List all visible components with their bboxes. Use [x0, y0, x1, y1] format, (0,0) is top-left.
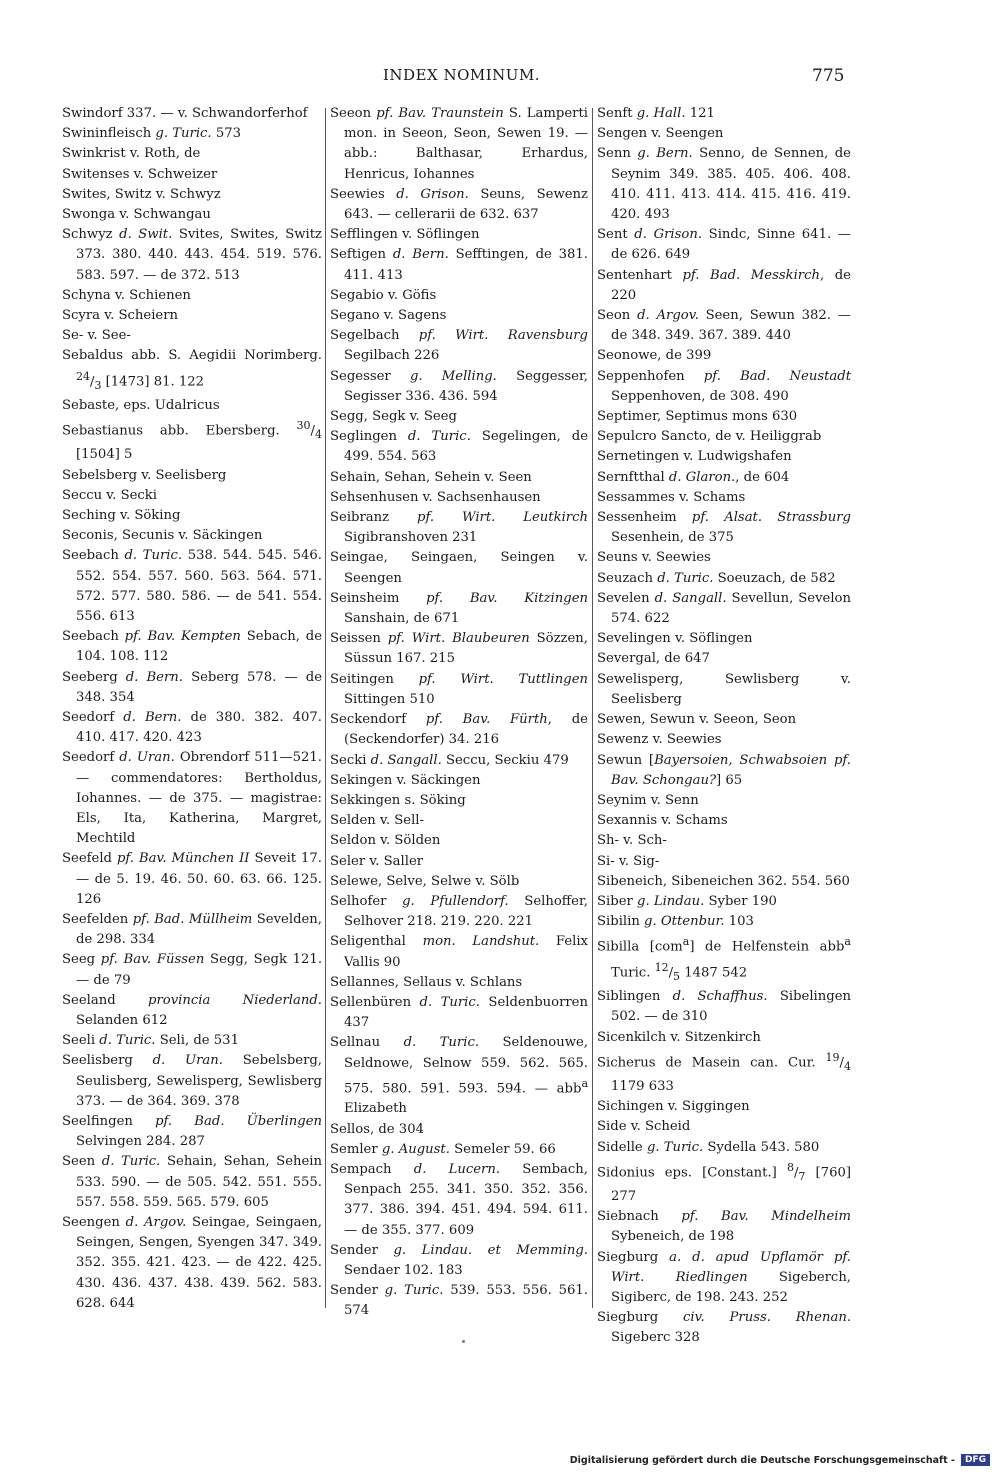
footer-text: Digitalisierung gefördert durch die Deutsche Forschungsgemeinschaft - [569, 1454, 955, 1466]
index-entry: Seppenhofen pf. Bad. Neustadt Seppenhoven, de 308. 490 [597, 368, 851, 404]
index-entry: Sehsenhusen v. Sachsenhausen [330, 489, 541, 505]
index-entry: Seingae, Seingaen, Seingen v. Seengen [330, 550, 588, 586]
index-entry: Scyra v. Scheiern [62, 308, 179, 324]
index-entry: Siegburg civ. Pruss. Rhenan. Sigeberc 328 [597, 1310, 852, 1346]
index-entry: Siegburg a. d. apud Upflamör pf. Wirt. Riedlingen Sigeberch, Sigiberc, de 198. 243. 252 [597, 1249, 851, 1306]
index-entry: Sebaste, eps. Udalricus [62, 397, 220, 413]
running-title: INDEX NOMINUM. [383, 66, 541, 84]
index-entry: Sicherus de Masein can. Cur. $^{19}/_4$ 1179 633 [597, 1050, 851, 1094]
index-entry: Seconis, Secunis v. Säckingen [62, 528, 263, 544]
index-entry: Schwyz d. Swit. Svites, Swites, Switz 373. 380. 440. 443. 454. 519. 576. 583. 597. — de 372. 513 [62, 227, 323, 283]
index-entry: Sengen v. Seengen [597, 126, 724, 142]
index-entry: Semler g. August. Semeler 59. 66 [330, 1141, 556, 1157]
index-entry: Sibilin g. Ottenbur. 103 [597, 914, 754, 930]
index-entry: Seelisberg d. Uran. Sebelsberg, Seulisberg, Sewelisperg, Sewlisberg 373. — de 364. 369. 378 [62, 1053, 323, 1109]
index-entry: Seler v. Saller [330, 853, 424, 869]
page-number: 775 [812, 66, 845, 86]
index-entry: Sidonius eps. [Constant.] $^8/_7$ [760] 277 [597, 1160, 852, 1205]
index-entry: Secki d. Sangall. Seccu, Seckiu 479 [330, 752, 569, 768]
index-entry: Seedorf d. Bern. de 380. 382. 407. 410. 417. 420. 423 [62, 709, 323, 746]
index-entry: Seccu v. Secki [62, 487, 157, 503]
index-entry: Side v. Scheid [597, 1119, 691, 1135]
index-entry: Sebaldus abb. S. Aegidii Norimberg. $^{24}/_3$ [1473] 81. 122 [62, 348, 322, 392]
index-entry: Sekingen v. Säckingen [330, 772, 481, 788]
index-entry: Swites, Switz v. Schwyz [62, 186, 221, 202]
index-entry: Schyna v. Schienen [62, 287, 191, 303]
index-entry: Seedorf d. Uran. Obrendorf 511—521. — commendatores: Bertholdus, Iohannes. — de 375. — magistrae: Els, Ita, Katherina, Margret, Mechtild [62, 750, 322, 847]
index-entry: Sicenkilch v. Sitzenkirch [597, 1029, 761, 1045]
index-entry: Seitingen pf. Wirt. Tuttlingen Sittingen 510 [330, 671, 588, 707]
index-entry: Sessenheim pf. Alsat. Strassburg Sesenhein, de 375 [597, 510, 851, 546]
index-entry: Sellenbüren d. Turic. Seldenbuorren 437 [330, 994, 588, 1031]
index-entry: Sh- v. Sch- [597, 833, 667, 849]
index-entry: Sichingen v. Siggingen [597, 1099, 750, 1115]
index-entry: Sernetingen v. Ludwigshafen [597, 449, 792, 465]
dfg-logo: DFG [961, 1454, 990, 1466]
index-entry: Sibeneich, Sibeneichen 362. 554. 560 [597, 873, 850, 889]
column-divider [592, 108, 593, 1308]
index-entry: Septimer, Septimus mons 630 [597, 409, 798, 425]
scan-speck [462, 1340, 465, 1343]
index-entry: Seibranz pf. Wirt. Leutkirch Sigibranshoven 231 [330, 510, 588, 546]
index-entry: Selhofer g. Pfullendorf. Selhoffer, Selhover 218. 219. 220. 221 [330, 893, 588, 930]
index-entry: Seching v. Söking [62, 507, 181, 523]
index-entry: Seewies d. Grison. Seuns, Sewenz 643. — cellerarii de 632. 637 [330, 186, 588, 223]
index-entry: Seckendorf pf. Bav. Fürth, de (Seckendorfer) 34. 216 [330, 712, 588, 748]
index-entry: Seuns v. Seewies [597, 550, 711, 566]
index-entry: Seelfingen pf. Bad. Überlingen Selvingen 284. 287 [62, 1114, 322, 1150]
index-entry: Seen d. Turic. Sehain, Sehan, Sehein 533. 590. — de 505. 542. 551. 555. 557. 558. 559. 565. 579. 605 [62, 1154, 323, 1210]
index-entry: Seeg pf. Bav. Füssen Segg, Segk 121. — de 79 [62, 952, 323, 988]
index-entry: Switenses v. Schweizer [62, 166, 218, 182]
index-entry: Swindorf 337. — v. Schwandorferhof [62, 106, 308, 121]
index-entry: Sernftthal d. Glaron., de 604 [597, 469, 790, 485]
index-entry: Swininfleisch g. Turic. 573 [62, 126, 241, 142]
index-entry: Sekkingen s. Söking [330, 792, 466, 808]
index-entry: Seynim v. Senn [597, 792, 699, 808]
index-entry: Sehain, Sehan, Sehein v. Seen [330, 469, 532, 485]
index-entry: Sellannes, Sellaus v. Schlans [330, 974, 523, 990]
index-entry: Seissen pf. Wirt. Blaubeuren Sözzen, Süssun 167. 215 [330, 631, 588, 667]
index-entry: Seebach pf. Bav. Kempten Sebach, de 104. 108. 112 [62, 629, 323, 665]
index-entry: Sewun [Bayersoien, Schwabsoien pf. Bav. Schongau?] 65 [597, 752, 851, 788]
index-entry: Sender g. Lindau. et Memming. Sendaer 102. 183 [330, 1242, 588, 1278]
index-entry: Sebelsberg v. Seelisberg [62, 467, 227, 483]
index-entry: Sellnau d. Turic. Seldenouwe, Seldnowe, Selnow 559. 562. 565. 575. 580. 591. 593. 594. — abb$^a$ Elizabeth [330, 1035, 588, 1117]
index-entry: Sessammes v. Schams [597, 489, 746, 505]
index-entry: Seebach d. Turic. 538. 544. 545. 546. 552. 554. 557. 560. 563. 564. 571. 572. 577. 580. 586. — de 541. 554. 556. 613 [62, 548, 322, 624]
index-entry: Seonowe, de 399 [597, 348, 712, 364]
index-entry: Segano v. Sagens [330, 308, 447, 324]
index-entry: Sent d. Grison. Sindc, Sinne 641. — de 626. 649 [597, 227, 851, 263]
index-entry: Senft g. Hall. 121 [597, 106, 715, 121]
index-column-1 [62, 104, 322, 1314]
index-entry: Sender g. Turic. 539. 553. 556. 561. 574 [330, 1283, 588, 1319]
index-entry: Selden v. Sell- [330, 813, 424, 829]
index-column-2 [330, 104, 588, 1322]
index-entry: Seligenthal mon. Landshut. Felix Vallis 90 [330, 934, 588, 970]
index-entry: Selewe, Selve, Selwe v. Sölb [330, 873, 520, 889]
index-entry: Siebnach pf. Bav. Mindelheim Sybeneich, de 198 [597, 1209, 851, 1245]
index-entry: Sebastianus abb. Ebersberg. $^{30}/_4$ [1504] 5 [62, 419, 322, 463]
index-entry: Seuzach d. Turic. Soeuzach, de 582 [597, 570, 836, 586]
index-entry: Seeland provincia Niederland. Selanden 612 [62, 992, 322, 1028]
index-entry: Segesser g. Melling. Seggesser, Segisser 336. 436. 594 [330, 368, 588, 404]
index-entry: Segg, Segk v. Seeg [330, 409, 457, 425]
index-entry: Sewelisperg, Sewlisberg v. Seelisberg [597, 671, 851, 707]
index-column-3 [597, 104, 851, 1349]
index-entry: Seengen d. Argov. Seingae, Seingaen, Seingen, Sengen, Syengen 347. 349. 352. 355. 421. 423. — de 422. 425. 430. 436. 437. 438. 439. 562. 583. 628. 644 [62, 1215, 322, 1311]
index-entry: Severgal, de 647 [597, 651, 710, 667]
index-entry: Siber g. Lindau. Syber 190 [597, 893, 777, 909]
index-entry: Seeli d. Turic. Seli, de 531 [62, 1033, 239, 1049]
index-entry: Seldon v. Sölden [330, 833, 441, 849]
index-entry: Seftigen d. Bern. Sefftingen, de 381. 411. 413 [330, 247, 589, 283]
column-divider [325, 108, 326, 1308]
index-entry: Sexannis v. Schams [597, 813, 728, 829]
index-entry: Senn g. Bern. Senno, de Sennen, de Seynim 349. 385. 405. 406. 408. 410. 411. 413. 414. 415. 416. 419. 420. 493 [597, 146, 851, 223]
index-entry: Sidelle g. Turic. Sydella 543. 580 [597, 1139, 820, 1155]
index-entry: Seon d. Argov. Seen, Sewun 382. — de 348. 349. 367. 389. 440 [597, 308, 851, 344]
index-entry: Swinkrist v. Roth, de [62, 146, 201, 162]
index-entry: Segabio v. Göfis [330, 287, 437, 303]
index-entry: Seinsheim pf. Bav. Kitzingen Sanshain, de 671 [330, 590, 588, 627]
index-entry: Si- v. Sig- [597, 853, 660, 869]
index-entry: Sibilla [com$^a$] de Helfenstein abb$^a$ Turic. $^{12}/_5$ 1487 542 [597, 935, 851, 983]
index-entry: Seeberg d. Bern. Seberg 578. — de 348. 354 [62, 669, 323, 705]
index-entry: Sempach d. Lucern. Sembach, Senpach 255. 341. 350. 352. 356. 377. 386. 394. 451. 494. 594. 611. — de 355. 377. 609 [330, 1161, 588, 1238]
index-entry: Seefelden pf. Bad. Müllheim Sevelden, de 298. 334 [62, 911, 322, 948]
index-entry: Seglingen d. Turic. Segelingen, de 499. 554. 563 [330, 429, 588, 465]
page-header [0, 66, 1000, 90]
digitization-footer [570, 1451, 990, 1469]
index-entry: Seefeld pf. Bav. München II Seveit 17. — de 5. 19. 46. 50. 60. 63. 66. 125. 126 [62, 851, 322, 907]
index-entry: Sepulcro Sancto, de v. Heiliggrab [597, 429, 822, 445]
index-entry: Sevelingen v. Söflingen [597, 631, 753, 647]
index-entry: Sewen, Sewun v. Seeon, Seon [597, 712, 797, 728]
index-entry: Sellos, de 304 [330, 1121, 424, 1137]
index-entry: Sentenhart pf. Bad. Messkirch, de 220 [597, 267, 851, 303]
index-entry: Sewenz v. Seewies [597, 732, 722, 748]
index-entry: Sefflingen v. Söflingen [330, 227, 480, 243]
index-entry: Seeon pf. Bav. Traunstein S. Lamperti mon. in Seeon, Seon, Sewen 19. — abb.: Balthasar, Erhardus, Henricus, Iohannes [330, 106, 588, 182]
index-entry: Se- v. See- [62, 328, 131, 344]
index-entry: Swonga v. Schwangau [62, 207, 211, 223]
index-entry: Siblingen d. Schaffhus. Sibelingen 502. — de 310 [597, 989, 851, 1025]
index-entry: Segelbach pf. Wirt. Ravensburg Segilbach 226 [330, 328, 588, 364]
index-entry: Sevelen d. Sangall. Sevellun, Sevelon 574. 622 [597, 590, 851, 627]
